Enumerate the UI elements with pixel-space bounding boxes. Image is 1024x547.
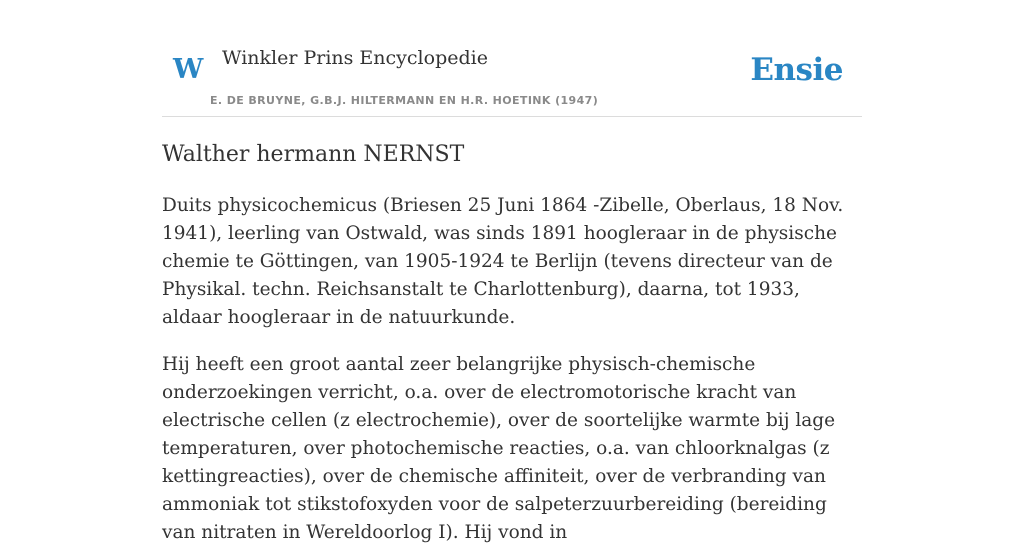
article-paragraph: Hij heeft een groot aantal zeer belangrijke physisch-chemische onderzoekingen verricht, o.a. over de electromotorische kracht van electrische cellen (z electrochemie), over de soortelijke warmte bij lage temperaturen, over photochemische reacties, o.a. van chloorknalgas (z kettingreacties), over de chemische affiniteit, over de verbranding van ammoniak tot stikstofoxyden voor de salpeterzuurbereiding (bereiding van nitraten in Wereldoorlog I). Hij vond in bbox=[162, 354, 836, 543]
article-body bbox=[162, 138, 862, 547]
site-header bbox=[162, 0, 862, 117]
article-paragraph: Duits physicochemicus (Briesen 25 Juni 1864 -Zibelle, Oberlaus, 18 Nov. 1941), leerling van Ostwald, was sinds 1891 hoogleraar in de physische chemie te Göttingen, van 1905-1924 te Berlijn (tevens directeur van de Physikal. techn. Reichsanstalt te Charlottenburg), daarna, tot 1933, aldaar hoogleraar in de natuurkunde. bbox=[162, 195, 844, 328]
publication-authors: E. DE BRUYNE, G.B.J. HILTERMANN EN H.R. HOETINK (1947) bbox=[210, 94, 599, 107]
article-title: Walther hermann NERNST bbox=[162, 142, 465, 167]
winkler-prins-logo[interactable]: W bbox=[173, 54, 204, 85]
ensie-brand-logo[interactable]: Ensie bbox=[750, 52, 843, 88]
publication-title[interactable]: Winkler Prins Encyclopedie bbox=[222, 47, 488, 69]
